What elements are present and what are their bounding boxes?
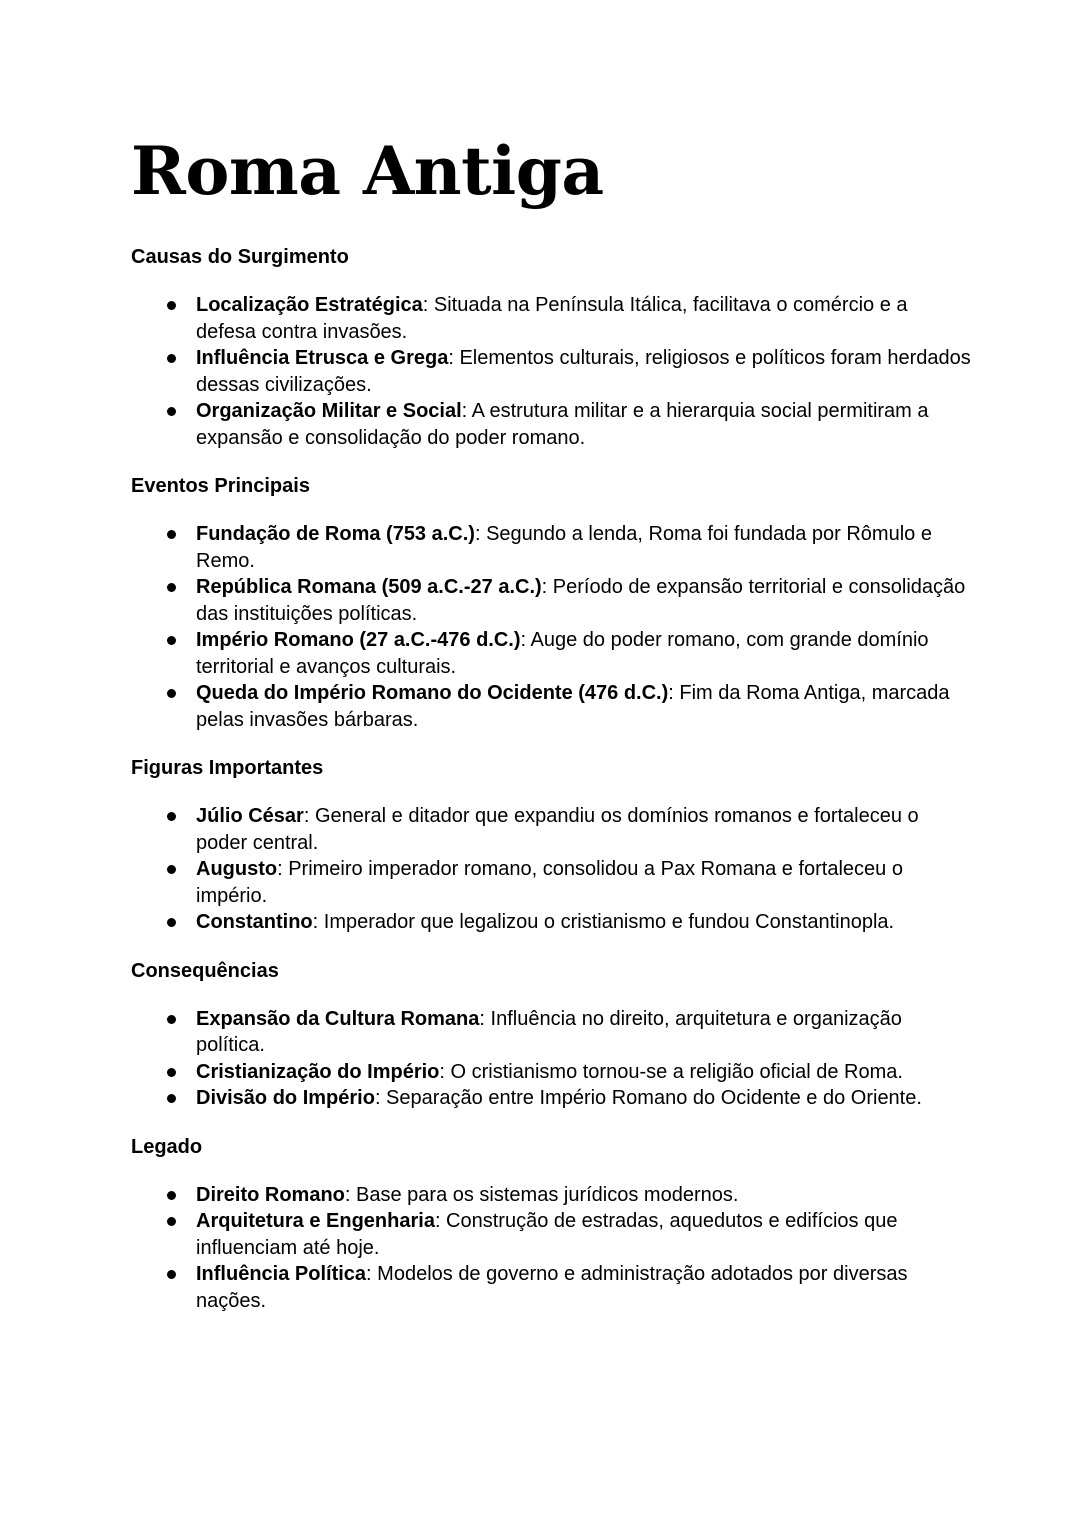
list-item <box>131 345 971 398</box>
bullet-icon <box>167 530 176 539</box>
bullet-icon <box>167 1191 176 1200</box>
item-term: Império Romano (27 a.C.-476 d.C.) <box>196 629 521 651</box>
item-text: : O cristianismo tornou-se a religião oficial de Roma. <box>439 1060 903 1083</box>
list-item <box>131 1182 971 1209</box>
list-item <box>131 627 971 680</box>
list-item <box>131 1261 971 1314</box>
item-term: Influência Política <box>196 1263 367 1285</box>
list-item <box>131 292 971 345</box>
item-text: : Fim da Roma Antiga, marcada pelas invasões bárbaras. <box>196 682 950 731</box>
list-item <box>131 574 971 627</box>
bullet-icon <box>167 1094 176 1103</box>
item-text: : Segundo a lenda, Roma foi fundada por Rômulo e Remo. <box>196 523 932 572</box>
bullet-icon <box>167 583 176 592</box>
item-text: : Período de expansão territorial e consolidação das instituições políticas. <box>196 576 966 625</box>
list-item <box>131 856 971 909</box>
bullet-icon <box>167 1015 176 1024</box>
bullet-icon <box>167 812 176 821</box>
bullet-icon <box>167 636 176 645</box>
section-heading-legado: Legado <box>131 1135 203 1158</box>
section-list-figuras <box>131 803 971 936</box>
item-term: Cristianização do Império <box>196 1060 440 1083</box>
list-item <box>131 1208 971 1261</box>
bullet-icon <box>167 301 176 310</box>
item-term: Direito Romano <box>196 1183 345 1206</box>
list-item <box>131 1059 971 1086</box>
list-item <box>131 909 971 936</box>
section-list-legado <box>131 1182 971 1315</box>
section-list-eventos <box>131 521 971 733</box>
item-term: Augusto <box>196 858 278 880</box>
list-item <box>131 521 971 574</box>
bullet-icon <box>167 354 176 363</box>
bullet-icon <box>167 689 176 698</box>
item-text: : Situada na Península Itálica, facilitava o comércio e a defesa contra invasões. <box>196 294 908 343</box>
item-text: : Separação entre Império Romano do Ocidente e do Oriente. <box>374 1087 922 1109</box>
section-heading-consequencias: Consequências <box>131 959 279 982</box>
item-term: Júlio César <box>196 805 304 827</box>
item-text: : Primeiro imperador romano, consolidou a Pax Romana e fortaleceu o império. <box>196 858 903 907</box>
item-text: : Influência no direito, arquitetura e organização política. <box>196 1007 902 1056</box>
bullet-icon <box>167 918 176 927</box>
bullet-icon <box>167 1270 176 1279</box>
item-text: : Base para os sistemas jurídicos modernos. <box>344 1183 739 1206</box>
list-item <box>131 680 971 733</box>
list-item <box>131 803 971 856</box>
item-text: : Auge do poder romano, com grande domínio territorial e avanços culturais. <box>196 629 929 678</box>
item-term: Queda do Império Romano do Ocidente (476 d.C.) <box>196 682 669 704</box>
bullet-icon <box>167 1068 176 1077</box>
section-heading-eventos: Eventos Principais <box>131 475 310 497</box>
page-title: Roma Antiga <box>131 132 604 210</box>
item-term: Influência Etrusca e Grega <box>196 347 449 369</box>
item-term: República Romana (509 a.C.-27 a.C.) <box>196 576 542 598</box>
item-text: : Imperador que legalizou o cristianismo e fundou Constantinopla. <box>312 911 895 933</box>
item-term: Divisão do Império <box>196 1087 375 1109</box>
section-list-consequencias <box>131 1006 971 1112</box>
item-term: Organização Militar e Social <box>196 400 462 422</box>
item-term: Expansão da Cultura Romana <box>196 1007 480 1030</box>
item-text: : Modelos de governo e administração adotados por diversas nações. <box>196 1263 908 1312</box>
item-term: Fundação de Roma (753 a.C.) <box>196 523 475 545</box>
bullet-icon <box>167 1217 176 1226</box>
bullet-icon <box>167 407 176 416</box>
list-item <box>131 1085 971 1112</box>
item-term: Constantino <box>196 911 313 933</box>
item-text: : General e ditador que expandiu os domínios romanos e fortaleceu o poder central. <box>196 805 919 854</box>
section-heading-causas: Causas do Surgimento <box>131 246 349 268</box>
bullet-icon <box>167 865 176 874</box>
item-term: Localização Estratégica <box>196 294 423 316</box>
item-text: : Elementos culturais, religiosos e políticos foram herdados dessas civilizações. <box>196 347 971 396</box>
list-item <box>131 1006 971 1059</box>
item-term: Arquitetura e Engenharia <box>196 1210 435 1232</box>
section-heading-figuras: Figuras Importantes <box>131 757 324 779</box>
item-text: : Construção de estradas, aquedutos e edifícios que influenciam até hoje. <box>196 1210 898 1259</box>
section-list-causas <box>131 292 971 451</box>
document-page <box>131 128 971 1336</box>
item-text: : A estrutura militar e a hierarquia social permitiram a expansão e consolidação do poder romano. <box>196 400 929 449</box>
list-item <box>131 398 971 451</box>
